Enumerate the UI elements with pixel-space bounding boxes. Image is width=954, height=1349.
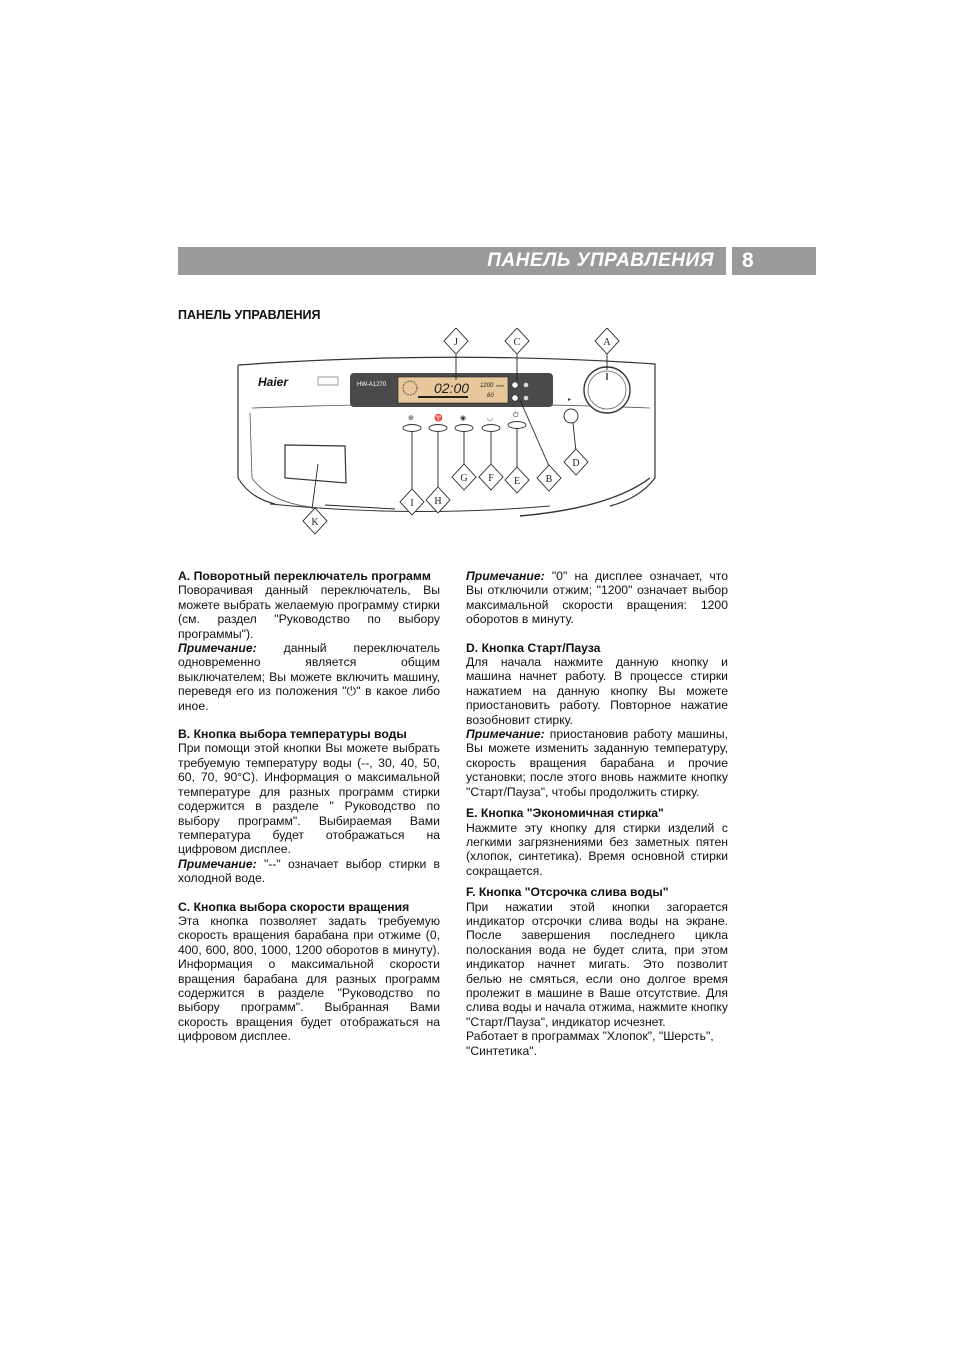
display-time: 02:00: [434, 380, 470, 396]
model-label: HW-A1270: [357, 382, 387, 388]
page-number: 8: [742, 249, 754, 272]
svg-text:♈: ♈: [434, 415, 443, 422]
svg-text:◡: ◡: [487, 415, 494, 422]
section-title: ПАНЕЛЬ УПРАВЛЕНИЯ: [178, 308, 321, 322]
callout-c: C: [513, 337, 521, 348]
callout-h: H: [434, 496, 442, 507]
note-text: приостановив работу машины, Вы можете изменить заданную температуру, скорость вращения барабана и прочие установки; после этого вновь нажмите кнопку "Старт/Пауза", чтобы продолжить стирку.: [466, 727, 728, 799]
left-column: [178, 569, 440, 1044]
callout-i: I: [410, 498, 414, 509]
svg-text:⊕: ⊕: [408, 415, 414, 422]
callout-j: J: [454, 337, 458, 348]
section-a-note: [178, 641, 440, 713]
section-e-title: Е. Кнопка "Экономичная стирка": [466, 806, 664, 821]
section-b-text: При помощи этой кнопки Вы можете выбрать требуемую температуру воды (--, 30, 40, 50, 60, 70, 90°С). Информация о максимальной температуре для разных программ стирки содержится в разделе " Руководство по выбору программ". Выбираемая Вами температура будет отображаться на цифровом дисплее.: [178, 741, 440, 857]
header-title: ПАНЕЛЬ УПРАВЛЕНИЯ: [487, 250, 714, 271]
header-bar: [178, 247, 726, 275]
callout-f: F: [488, 473, 494, 484]
right-column: [466, 569, 728, 1058]
section-d-text: Для начала нажмите данную кнопку и машина начнет работу. В процессе стирки нажатием на данную кнопку Вы можете приостановить работу. Повторное нажатие возобновит стирку.: [466, 655, 728, 727]
note-label: Примечание:: [178, 856, 257, 871]
section-b-note: [178, 857, 440, 886]
callout-a: A: [603, 337, 611, 348]
control-panel-diagram: [230, 328, 670, 540]
section-c-title: С. Кнопка выбора скорости вращения: [178, 899, 410, 914]
display-speed: 1200: [480, 383, 494, 389]
section-a-text: Поворачивая данный переключатель, Вы можете выбрать желаемую программу стирки (см. раздел "Руководство по выбору программы").: [178, 583, 440, 641]
note-label: Примечание:: [178, 641, 257, 656]
note-text: данный переключатель одновременно является общим выключателем; Вы можете включить машину, переведя его из положения "⏻" в какое либо иное.: [178, 641, 440, 713]
note-label: Примечание:: [466, 727, 545, 742]
callout-e: E: [513, 476, 521, 487]
section-c-note: [466, 569, 728, 627]
section-f-text: При нажатии этой кнопки загорается индикатор отсрочки слива воды на экране. После завершения последнего цикла полоскания вода не будет слита, при этом индикатор начнет мигать. Это позволит белью не смяться, если оно долгое время пролежит в машине в Ваше отсутствие. Для слива воды и начала отжима, нажмите кнопку "Старт/Пауза", индикатор исчезнет.: [466, 899, 728, 1029]
callout-k: K: [311, 517, 319, 528]
section-e-text: Нажмите эту кнопку для стирки изделий с легкими загрязнениями без заметных пятен (хлопок, синтетика). Время основной стирки сокращается.: [466, 820, 728, 878]
brand-logo: Haier: [258, 375, 289, 389]
svg-text:▸: ▸: [568, 397, 572, 403]
section-d-title: D. Кнопка Старт/Пауза: [466, 640, 601, 655]
display-temp: 60: [487, 393, 494, 399]
note-label: Примечание:: [466, 569, 545, 583]
section-a-title: A. Поворотный переключатель программ: [178, 569, 431, 583]
callout-g: G: [460, 473, 468, 484]
note-text: "--" означает выбор стирки в холодной воде.: [178, 856, 440, 886]
svg-text:⏻: ⏻: [513, 412, 519, 419]
section-b-title: B. Кнопка выбора температуры воды: [178, 727, 407, 742]
section-c-text: Эта кнопка позволяет задать требуемую скорость вращения барабана при отжиме (0, 400, 600, 800, 1000, 1200 оборотов в минуту). Информация о максимальной скорости вращения барабана для разных программ содержится в разделе "Руководство по выбору программ". Выбранная Вами скорость вращения будет отображаться на цифровом дисплее.: [178, 913, 440, 1044]
page-number-box: [732, 247, 816, 275]
section-f-extra: Работает в программах "Хлопок", "Шерсть", "Синтетика".: [466, 1029, 714, 1058]
note-text: "0" на дисплее означает, что Вы отключили отжим; "1200" означает выбор максимальной скорости вращения: 1200 оборотов в минуту.: [466, 569, 728, 627]
callout-d: D: [572, 458, 580, 469]
section-f-title: F. Кнопка "Отсрочка слива воды": [466, 885, 669, 900]
section-d-note: [466, 727, 728, 799]
callout-b: B: [545, 474, 553, 485]
svg-text:◉: ◉: [460, 415, 467, 422]
display-rpm-unit: r/min: [496, 384, 504, 388]
